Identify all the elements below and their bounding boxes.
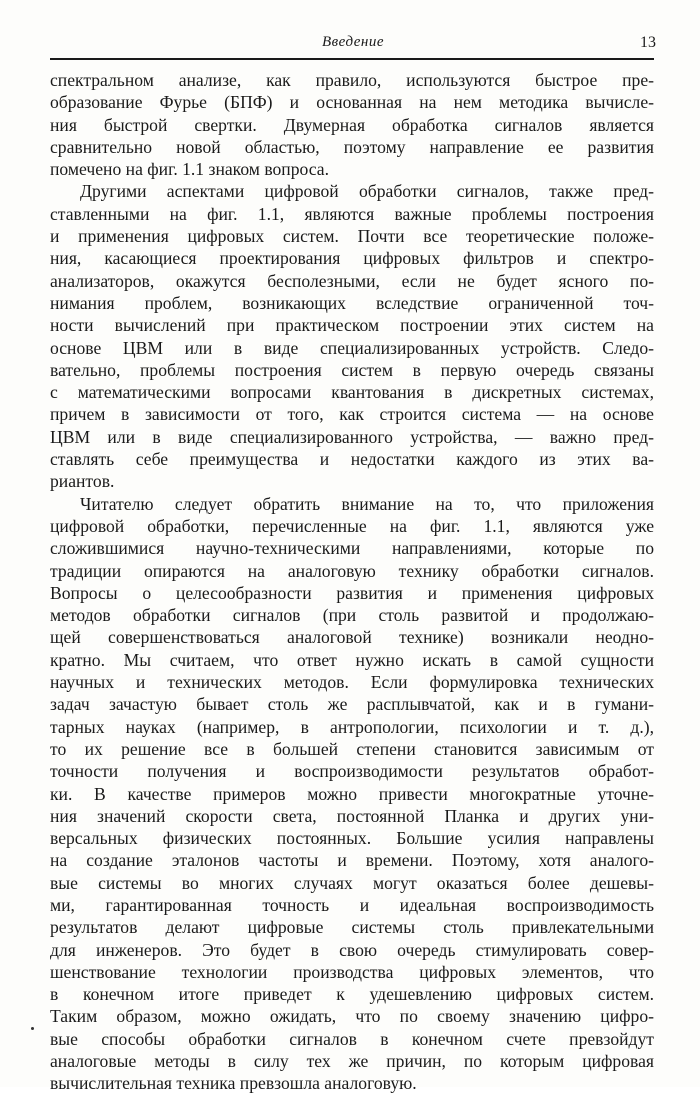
text-line: Другими аспектами цифровой обработки сигналов, также пред-: [80, 181, 654, 202]
text-line: ния, касающиеся проектирования цифровых фильтров и спектро-: [50, 248, 654, 269]
header-rule: [50, 58, 654, 60]
text-line: результатов делают цифровые системы столь привлекательными: [50, 917, 654, 938]
text-line: научных и технических методов. Если формулировка технических: [50, 672, 654, 693]
text-line: то их решение все в большей степени становится зависимым от: [50, 738, 654, 759]
text-line: ния значений скорости света, постоянной Планка и других уни-: [50, 805, 654, 826]
text-line: шенствование технологии производства цифровых элементов, что: [50, 961, 654, 982]
body-text: [50, 69, 654, 1095]
text-line: Вопросы о целесообразности развития и применения цифровых: [50, 582, 654, 603]
text-line: точности получения и воспроизводимости результатов обработ-: [50, 761, 654, 782]
running-header: [50, 34, 656, 56]
text-line: ности вычислений при практическом построении этих систем на: [50, 315, 654, 336]
text-line: риантов.: [50, 471, 115, 492]
text-line: ставлять себе преимущества и недостатки каждого из этих ва-: [50, 449, 654, 470]
text-line: вычислительная техника превзошла аналоговую.: [50, 1073, 417, 1094]
text-line: образование Фурье (БПФ) и основанная на нем методика вычисле-: [50, 92, 654, 113]
text-line: тарных науках (например, в антропологии, психологии и т. д.),: [50, 716, 654, 737]
text-line: анализаторов, окажутся бесполезными, если не будет ясного по-: [50, 270, 654, 291]
running-title: Введение: [322, 34, 384, 50]
text-line: задач зачастую бывает столь же расплывчатой, как и в гумани-: [50, 694, 654, 715]
text-line: Читателю следует обратить внимание на то, что приложения: [80, 493, 654, 514]
text-line: в конечном итоге приведет к удешевлению цифровых систем.: [50, 984, 654, 1005]
text-line: на создание эталонов частоты и времени. Поэтому, хотя аналого-: [50, 850, 654, 871]
text-line: ми, гарантированная точность и идеальная воспроизводимость: [50, 894, 654, 915]
text-line: нимания проблем, возникающих вследствие ограниченной точ-: [50, 292, 654, 313]
text-line: ставленными на фиг. 1.1, являются важные проблемы построения: [50, 203, 654, 224]
text-line: основе ЦВМ или в виде специализированных устройств. Следо-: [50, 337, 654, 358]
text-line: цифровой обработки, перечисленные на фиг. 1.1, являются уже: [50, 515, 654, 536]
text-line: вые способы обработки сигналов в конечном счете превзойдут: [50, 1028, 654, 1049]
text-line: ния быстрой свертки. Двумерная обработка сигналов является: [50, 114, 654, 135]
text-line: версальных физических постоянных. Большие усилия направлены: [50, 828, 654, 849]
text-line: помечено на фиг. 1.1 знаком вопроса.: [50, 159, 329, 180]
text-line: ЦВМ или в виде специализированного устройства, — важно пред-: [50, 426, 654, 447]
text-line: и применения цифровых систем. Почти все теоретические положе-: [50, 226, 654, 247]
text-line: щей совершенствоваться аналоговой технике) возникали неодно-: [50, 627, 654, 648]
text-line: вые системы во многих случаях могут оказаться более дешевы-: [50, 872, 654, 893]
print-speck: [31, 1027, 34, 1030]
text-line: спектральном анализе, как правило, используются быстрое пре-: [50, 70, 654, 90]
text-line: сравнительно новой областью, поэтому направление ее развития: [50, 136, 654, 157]
text-line: кратно. Мы считаем, что ответ нужно искать в самой сущности: [50, 649, 654, 670]
text-line: традиции опираются на аналоговую технику обработки сигналов.: [50, 560, 654, 581]
text-line: сложившимися научно-техническими направлениями, которые по: [50, 538, 654, 559]
text-line: с математическими вопросами квантования в дискретных системах,: [50, 382, 654, 403]
text-line: методов обработки сигналов (при столь развитой и продолжаю-: [50, 605, 654, 626]
text-line: причем в зависимости от того, как строится система — на основе: [50, 404, 654, 425]
text-line: аналоговые методы в силу тех же причин, по которым цифровая: [50, 1051, 654, 1072]
page-number: 13: [640, 34, 656, 51]
text-line: вательно, проблемы построения систем в первую очередь связаны: [50, 359, 654, 380]
text-line: ки. В качестве примеров можно привести многократные уточне-: [50, 783, 654, 804]
text-line: Таким образом, можно ожидать, что по своему значению цифро-: [50, 1006, 654, 1027]
text-line: для инженеров. Это будет в свою очередь стимулировать совер-: [50, 939, 654, 960]
